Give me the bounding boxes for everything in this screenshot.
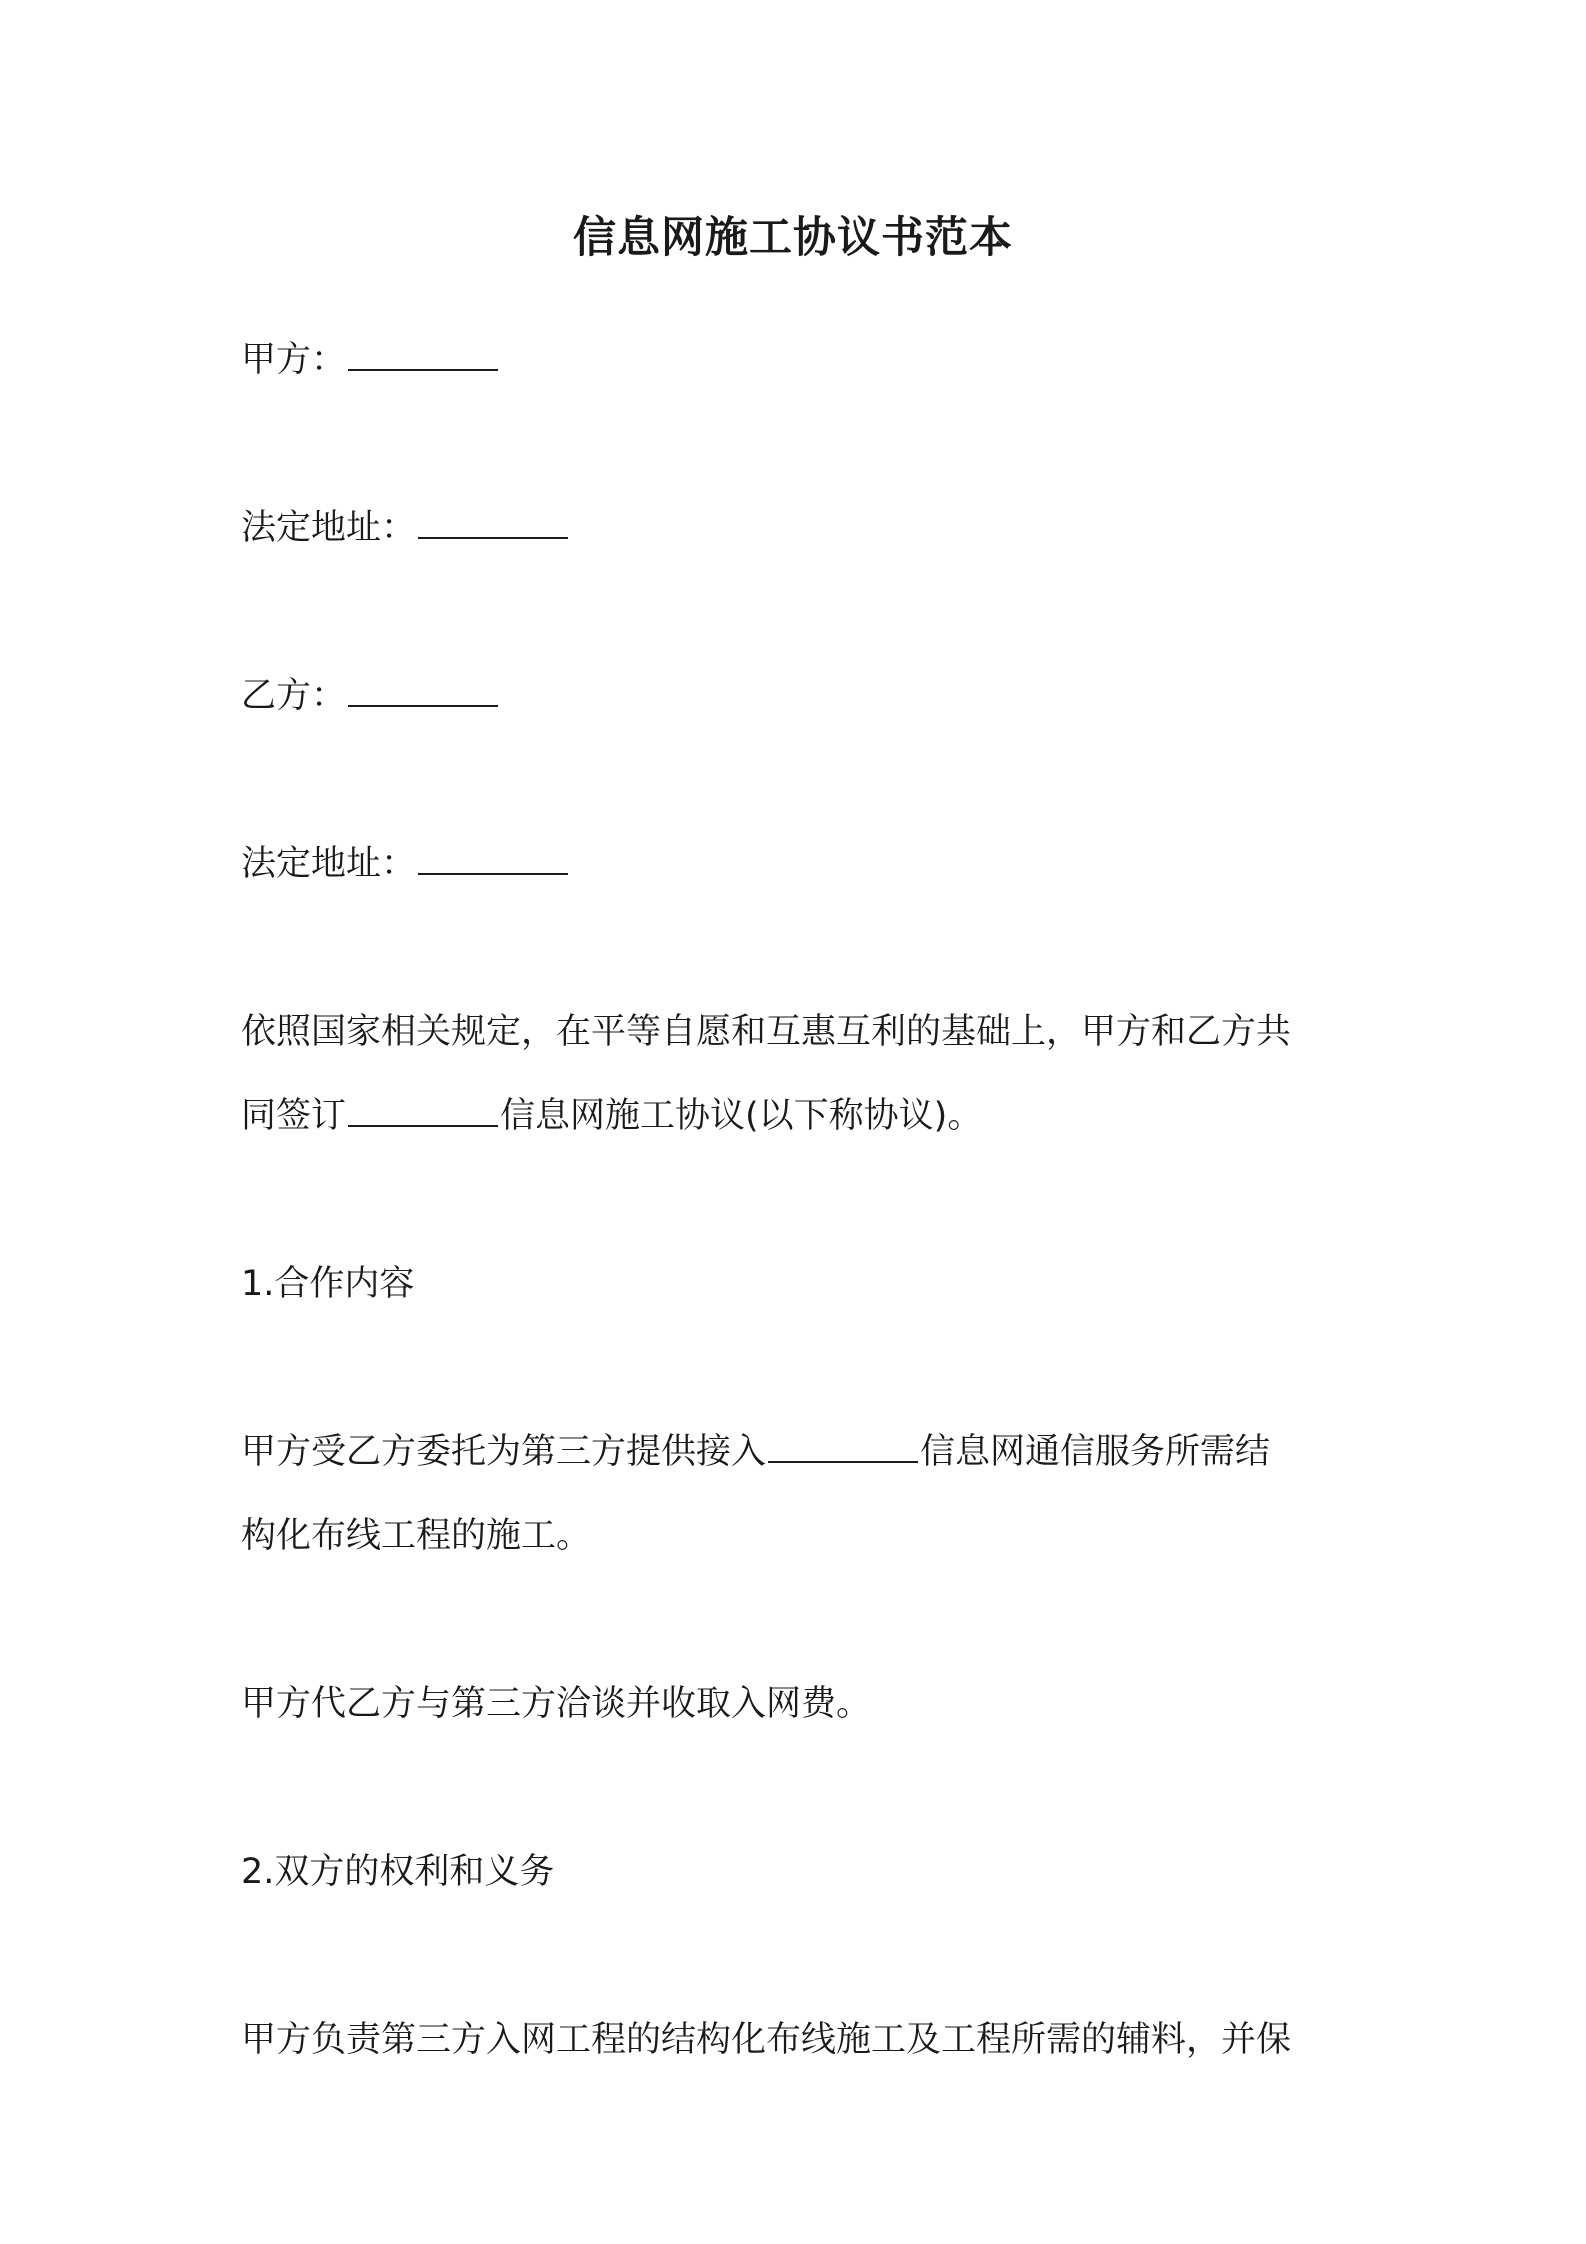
- document-title: 信息网施工协议书范本: [573, 213, 1013, 263]
- party-a-address-label: 法定地址：: [241, 508, 417, 548]
- party-b-line: [241, 654, 1356, 738]
- party-a-line: [241, 318, 1356, 402]
- preamble-line-2-after: 信息网施工协议(以下称协议)。: [500, 1096, 983, 1136]
- party-a-label: 甲方：: [241, 340, 347, 380]
- section-1-paragraph-1-line-2: 构化布线工程的施工。: [241, 1516, 592, 1556]
- section-1-p1-after: 信息网通信服务所需结: [920, 1432, 1271, 1472]
- section-1-paragraph-2: 甲方代乙方与第三方洽谈并收取入网费。: [241, 1684, 872, 1724]
- party-b-label: 乙方：: [241, 676, 347, 716]
- preamble-line-1: 依照国家相关规定，在平等自愿和互惠互利的基础上，甲方和乙方共: [241, 1012, 1292, 1052]
- party-b-address-line: [241, 822, 1356, 906]
- party-a-address-line: [241, 486, 1356, 570]
- section-1-p1-before: 甲方受乙方委托为第三方提供接入: [241, 1432, 767, 1472]
- preamble-line-2: [241, 1074, 1356, 1158]
- party-b-blank[interactable]: [348, 665, 498, 707]
- preamble-line-2-before: 同签订: [241, 1096, 347, 1136]
- party-a-blank[interactable]: [348, 329, 498, 371]
- section-2-heading: 2.双方的权利和义务: [241, 1852, 555, 1892]
- party-b-address-blank[interactable]: [418, 833, 568, 875]
- party-b-address-label: 法定地址：: [241, 844, 417, 884]
- section-1-heading: 1.合作内容: [241, 1264, 415, 1304]
- agreement-name-blank[interactable]: [348, 1085, 498, 1127]
- section-2-paragraph-1-line-1: 甲方负责第三方入网工程的结构化布线施工及工程所需的辅料，并保: [241, 2020, 1292, 2060]
- network-name-blank[interactable]: [768, 1421, 918, 1463]
- party-a-address-blank[interactable]: [418, 497, 568, 539]
- section-1-paragraph-1-line-1: [241, 1410, 1356, 1494]
